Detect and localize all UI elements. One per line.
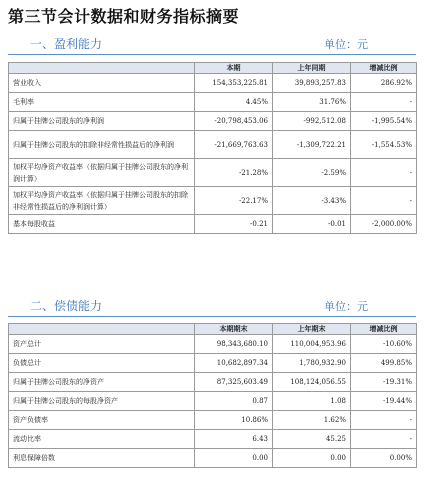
- table-row: [9, 335, 417, 354]
- prior-value: -0.01: [273, 215, 351, 234]
- row-label: 归属于挂牌公司股东的净利润: [9, 112, 195, 131]
- change-value: -: [351, 430, 417, 449]
- page-title: 第三节会计数据和财务指标摘要: [8, 7, 240, 26]
- current-value: -21,669,763.63: [195, 131, 273, 159]
- prior-value: 45.25: [273, 430, 351, 449]
- change-value: -1,554.53%: [351, 131, 417, 159]
- prior-value: 1,780,932.90: [273, 354, 351, 373]
- table-row: [9, 74, 417, 93]
- change-value: -10.60%: [351, 335, 417, 354]
- header-cell: 本期期末: [195, 324, 273, 335]
- prior-value: -3.43%: [273, 187, 351, 215]
- current-value: 10,682,897.34: [195, 354, 273, 373]
- header-cell: 增减比例: [351, 324, 417, 335]
- table-row: [9, 411, 417, 430]
- change-value: 499.85%: [351, 354, 417, 373]
- solvency-table: [8, 323, 417, 468]
- solvency-section-title: 二、偿债能力: [30, 299, 103, 313]
- table-header-row: [9, 324, 417, 335]
- current-value: 87,325,603.49: [195, 373, 273, 392]
- current-value: 0.00: [195, 449, 273, 468]
- table-row: [9, 93, 417, 112]
- header-cell: 上年同期: [273, 63, 351, 74]
- table-row: [9, 131, 417, 159]
- prior-value: 1.08: [273, 392, 351, 411]
- prior-value: 31.76%: [273, 93, 351, 112]
- current-value: -21.28%: [195, 159, 273, 187]
- prior-value: 39,893,257.83: [273, 74, 351, 93]
- table-row: [9, 187, 417, 215]
- header-cell: 本期: [195, 63, 273, 74]
- current-value: 98,343,680.10: [195, 335, 273, 354]
- header-cell: [9, 63, 195, 74]
- change-value: -: [351, 159, 417, 187]
- prior-value: 110,004,953.96: [273, 335, 351, 354]
- profit-section-title: 一、盈利能力: [30, 37, 103, 51]
- table-row: [9, 430, 417, 449]
- current-value: -22.17%: [195, 187, 273, 215]
- row-label: 基本每股收益: [9, 215, 195, 234]
- change-value: 286.92%: [351, 74, 417, 93]
- row-label: 资产总计: [9, 335, 195, 354]
- row-label: 流动比率: [9, 430, 195, 449]
- row-label: 加权平均净资产收益率（依据归属于挂牌公司股东的扣除非经常性损益后的净利润计算）: [9, 187, 195, 215]
- table-row: [9, 215, 417, 234]
- solvency-unit-label: 单位：元: [324, 300, 368, 313]
- prior-value: -992,512.08: [273, 112, 351, 131]
- current-value: 6.43: [195, 430, 273, 449]
- change-value: 0.00%: [351, 449, 417, 468]
- current-value: 4.45%: [195, 93, 273, 112]
- change-value: -: [351, 93, 417, 112]
- current-value: 154,353,225.81: [195, 74, 273, 93]
- change-value: -19.31%: [351, 373, 417, 392]
- current-value: -20,798,453.06: [195, 112, 273, 131]
- current-value: -0.21: [195, 215, 273, 234]
- profit-section-header: [8, 36, 416, 55]
- current-value: 0.87: [195, 392, 273, 411]
- row-label: 毛利率: [9, 93, 195, 112]
- table-row: [9, 373, 417, 392]
- table-header-row: [9, 63, 417, 74]
- table-row: [9, 392, 417, 411]
- table-row: [9, 449, 417, 468]
- row-label: 资产负债率: [9, 411, 195, 430]
- table-row: [9, 159, 417, 187]
- profit-unit-label: 单位：元: [324, 38, 368, 51]
- table-row: [9, 354, 417, 373]
- change-value: -: [351, 411, 417, 430]
- change-value: -: [351, 187, 417, 215]
- header-cell: 上年期末: [273, 324, 351, 335]
- solvency-section-header: [8, 298, 416, 317]
- prior-value: -1,309,722.21: [273, 131, 351, 159]
- row-label: 营业收入: [9, 74, 195, 93]
- table-row: [9, 112, 417, 131]
- change-value: -2,000.00%: [351, 215, 417, 234]
- header-cell: 增减比例: [351, 63, 417, 74]
- prior-value: 108,124,056.55: [273, 373, 351, 392]
- row-label: 利息保障倍数: [9, 449, 195, 468]
- row-label: 归属于挂牌公司股东的净资产: [9, 373, 195, 392]
- profit-table: [8, 62, 417, 234]
- prior-value: -2.59%: [273, 159, 351, 187]
- change-value: -1,995.54%: [351, 112, 417, 131]
- row-label: 负债总计: [9, 354, 195, 373]
- row-label: 归属于挂牌公司股东的扣除非经常性损益后的净利润: [9, 131, 195, 159]
- prior-value: 0.00: [273, 449, 351, 468]
- header-cell: [9, 324, 195, 335]
- row-label: 加权平均净资产收益率（依据归属于挂牌公司股东的净利润计算）: [9, 159, 195, 187]
- row-label: 归属于挂牌公司股东的每股净资产: [9, 392, 195, 411]
- prior-value: 1.62%: [273, 411, 351, 430]
- change-value: -19.44%: [351, 392, 417, 411]
- current-value: 10.86%: [195, 411, 273, 430]
